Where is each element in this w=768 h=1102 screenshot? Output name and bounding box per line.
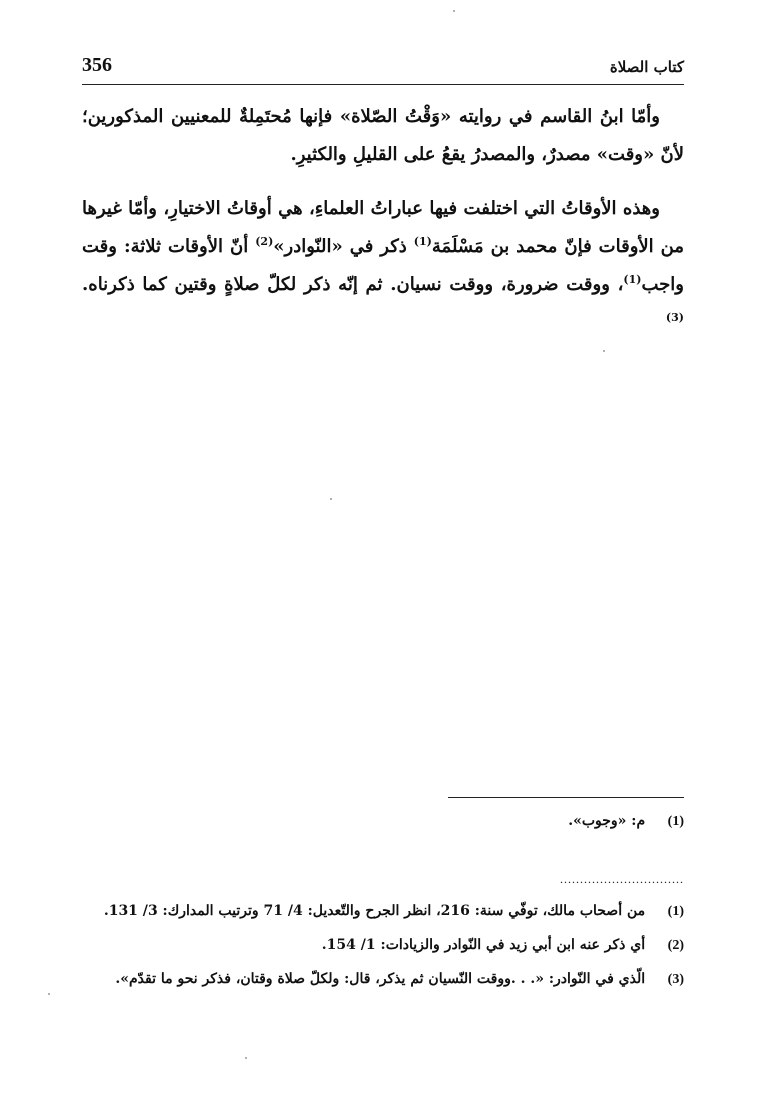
paragraph-2-text-2: ذكر في «النّوادر» xyxy=(273,236,414,257)
paragraph-1: وأمّا ابنُ القاسم في روايته «وَقْتُ الصّلاة» فإنها مُحتَمِلةٌ للمعنيين المذكورين؛ لأنّ «وقت» مصدرٌ، والمصدرُ يقعُ على القليلِ والكثيرِ. xyxy=(82,106,684,165)
footnote-rule xyxy=(448,797,684,798)
footnote-ref: (2) xyxy=(255,235,274,248)
footnote-text: من أصحاب مالك، توفّي سنة: 216، انظر الجرح والتّعديل: 4/ 71 وترتيب المدارك: 3/ 131. xyxy=(103,903,646,919)
variant-footnote xyxy=(568,813,684,830)
page-header xyxy=(82,52,684,82)
scan-speck xyxy=(48,993,50,995)
footnote-number: (1) xyxy=(667,814,684,829)
footnote-text: الّذي في النّوادر: «. . .ووقت النّسيان ثم يذكر، قال: ولكلّ صلاة وقتان، فذكر نحو ما تقدّم». xyxy=(115,971,646,987)
editor-footnote xyxy=(322,937,684,954)
scan-speck xyxy=(330,498,332,500)
footnote-ref: (1) xyxy=(413,235,432,248)
footnote-ref: (1) xyxy=(623,273,642,286)
paragraph-2 xyxy=(82,190,684,342)
paragraph-2-text-1: وهذه الأوقاتُ التي اختلفت فيها عباراتُ العلماءِ، هي أوقاتُ الاختيارِ، وأمّا غيرها من الأوقات فإنّ محمد بن مَسْلَمَة xyxy=(82,198,684,257)
editor-footnote xyxy=(115,971,684,988)
paragraph-2-text-3: أنّ الأوقات ثلاثة: وقت واجب xyxy=(82,236,684,295)
footnote-number: (1) xyxy=(667,904,684,919)
scan-speck xyxy=(453,10,455,12)
editor-footnote xyxy=(104,903,684,920)
footnote-number: (2) xyxy=(667,938,684,953)
main-text xyxy=(82,98,684,358)
footnote-text: أي ذكر عنه ابن أبي زيد في النّوادر والزيادات: 1/ 154. xyxy=(321,937,646,953)
page-number: 356 xyxy=(82,54,112,76)
scan-speck xyxy=(603,350,605,352)
dotted-separator: ............................... xyxy=(560,872,684,886)
footnote-text: م: «وجوب». xyxy=(568,813,646,829)
paragraph-2-text-4: ، ووقت ضرورة، ووقت نسيان. ثم إنّه ذكر لكلّ صلاةٍ وقتين كما ذكرناه. xyxy=(82,274,624,295)
header-rule xyxy=(82,84,684,85)
footnote-ref: (3) xyxy=(665,311,684,324)
running-head: كتاب الصلاة xyxy=(609,58,684,76)
scan-speck xyxy=(245,1057,247,1059)
footnote-number: (3) xyxy=(667,972,684,987)
